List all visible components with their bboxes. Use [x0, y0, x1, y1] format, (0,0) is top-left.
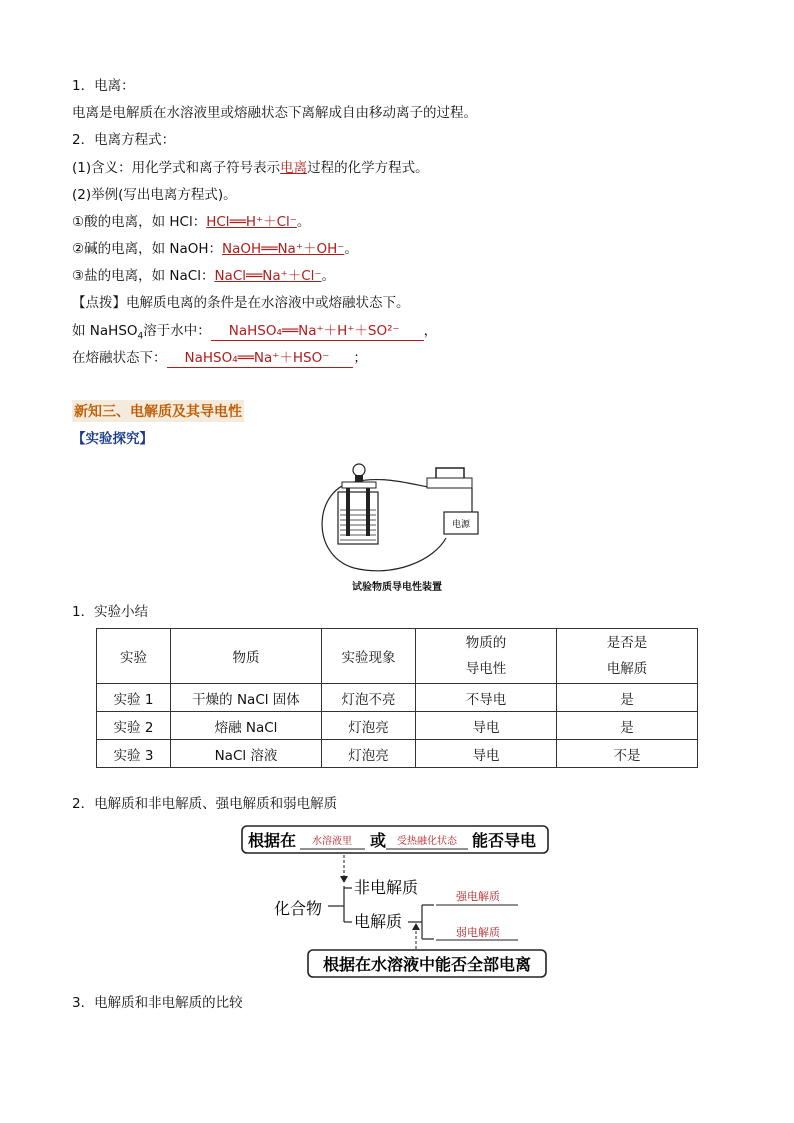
water-end: ，: [423, 323, 438, 339]
experiment-table: [96, 628, 698, 768]
table-cell: 是: [557, 712, 698, 740]
summary-heading: 1．实验小结: [72, 604, 149, 620]
header-cell: 实验: [97, 629, 171, 684]
table-row: [97, 684, 698, 712]
header-cell: 物质: [171, 629, 322, 684]
header-cell: 物质的 导电性: [416, 629, 557, 684]
table-cell: 实验 3: [97, 740, 171, 768]
top-suffix: 能否导电: [472, 831, 537, 850]
section-3-title: 新知三、电解质及其导电性: [72, 400, 244, 422]
acid-line: [72, 213, 310, 231]
table-row: [97, 740, 698, 768]
comparison-heading: 3．电解质和非电解质的比较: [72, 995, 243, 1011]
tip-line: 【点拨】电解质电离的条件是在水溶液中或熔融状态下。: [72, 295, 410, 311]
table-row: [97, 712, 698, 740]
compound-label: 化合物: [274, 899, 323, 918]
salt-prefix: ③盐的电离，如 NaCl：: [72, 268, 215, 284]
top-prefix: 根据在: [248, 831, 297, 850]
water-answer: NaHSO₄══Na⁺＋H⁺＋SO²⁻: [211, 322, 424, 341]
acid-prefix: ①酸的电离，如 HCl：: [72, 214, 207, 230]
table-cell: 导电: [416, 740, 557, 768]
table-header-row: [97, 629, 698, 684]
top-blank-2: 受热融化状态: [397, 836, 457, 847]
water-mid: 溶于水中：: [143, 323, 211, 339]
top-blank-1: 水溶液里: [312, 836, 352, 847]
table-cell: 灯泡亮: [322, 740, 416, 768]
weak-electrolyte-answer: 弱电解质: [456, 926, 500, 939]
table-cell: 干燥的 NaCl 固体: [171, 684, 322, 712]
salt-answer: NaCl══Na⁺＋Cl⁻: [214, 268, 322, 284]
classification-diagram: [240, 822, 555, 982]
section-2-heading: 2．电离方程式：: [72, 132, 176, 148]
salt-line: [72, 267, 335, 285]
classification-heading: 2．电解质和非电解质、强电解质和弱电解质: [72, 796, 338, 812]
top-or: 或: [370, 831, 387, 850]
water-prefix: 如 NaHSO: [72, 323, 138, 339]
power-label: 电源: [451, 520, 471, 530]
table-cell: 实验 2: [97, 712, 171, 740]
table-cell: 是: [557, 684, 698, 712]
melt-answer: NaHSO₄══Na⁺＋HSO⁻: [167, 349, 354, 368]
table-cell: 实验 1: [97, 684, 171, 712]
table-cell: 不是: [557, 740, 698, 768]
electrolyte-label: 电解质: [354, 912, 403, 931]
melt-end: ；: [353, 350, 367, 366]
base-line: [72, 240, 358, 258]
acid-answer: HCl══H⁺＋Cl⁻: [206, 214, 297, 230]
strong-electrolyte-answer: 强电解质: [456, 890, 500, 903]
experiment-bracket: 【实验探究】: [72, 431, 153, 447]
base-answer: NaOH══Na⁺＋OH⁻: [222, 241, 345, 257]
table-cell: 熔融 NaCl: [171, 712, 322, 740]
apparatus-caption: 试验物质导电性装置: [352, 582, 442, 593]
header-cell: 实验现象: [322, 629, 416, 684]
table-cell: 灯泡不亮: [322, 684, 416, 712]
conductivity-apparatus-illustration: [314, 460, 484, 572]
ionization-definition: 电离是电解质在水溶液里或熔融状态下离解成自由移动离子的过程。: [72, 105, 477, 121]
meaning-suffix: 过程的化学方程式。: [307, 160, 429, 176]
base-period: 。: [344, 241, 358, 257]
melt-line: [72, 349, 367, 368]
meaning-prefix: (1)含义：用化学式和离子符号表示: [72, 160, 281, 176]
section-1-heading: 1．电离：: [72, 78, 135, 94]
meaning-answer: 电离: [280, 160, 308, 176]
header-cell: 是否是 电解质: [557, 629, 698, 684]
bottom-criterion: 根据在水溶液中能否全部电离: [322, 955, 532, 974]
melt-prefix: 在熔融状态下：: [72, 350, 167, 366]
table-cell: 导电: [416, 712, 557, 740]
table-cell: 不导电: [416, 684, 557, 712]
salt-period: 。: [321, 268, 336, 284]
acid-period: 。: [296, 214, 311, 230]
example-heading: (2)举例(写出电离方程式)。: [72, 187, 237, 203]
table-cell: 灯泡亮: [322, 712, 416, 740]
table-cell: NaCl 溶液: [171, 740, 322, 768]
base-prefix: ②碱的电离，如 NaOH：: [72, 241, 223, 257]
water-line: 如 NaHSO$_4$溶于水中： NaHSO₄══Na⁺＋H⁺＋SO²⁻ ，: [72, 323, 438, 342]
meaning-line: [72, 159, 429, 177]
non-electrolyte-label: 非电解质: [354, 878, 419, 897]
